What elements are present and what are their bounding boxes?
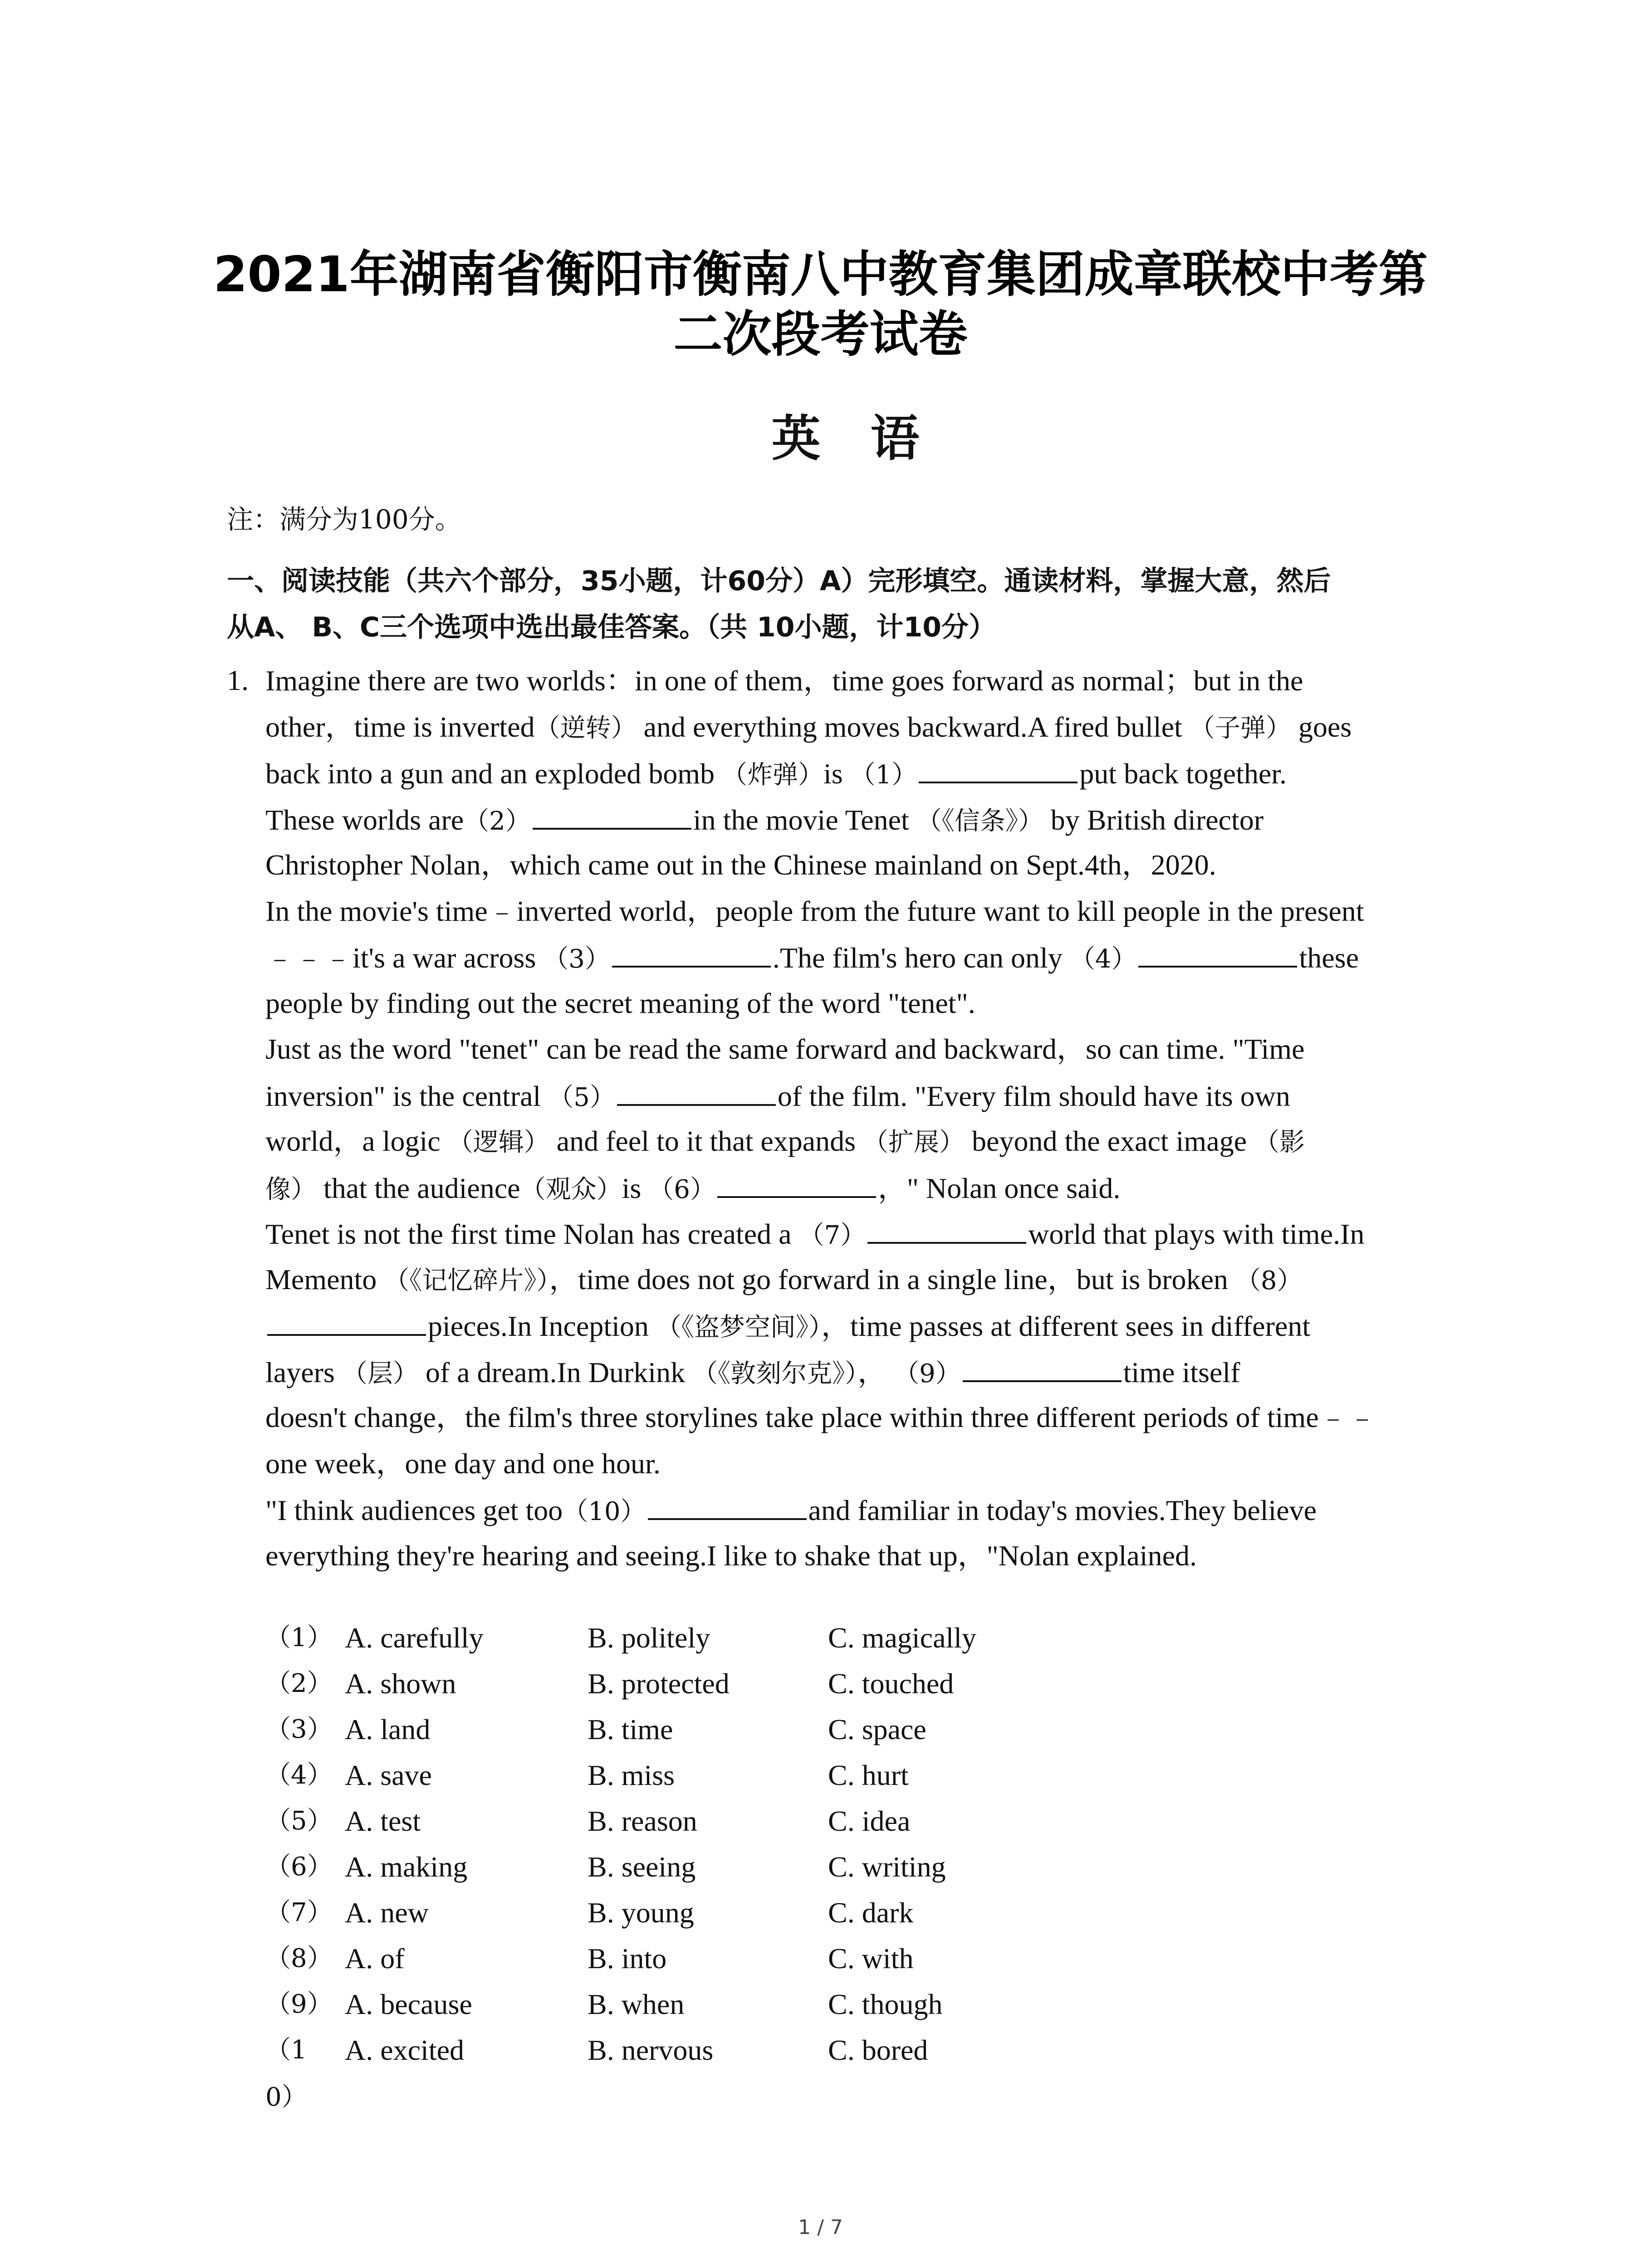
passage-text: world that plays with time.In — [1028, 1218, 1365, 1250]
chinese-gloss: （层） — [342, 1359, 418, 1388]
passage-line — [265, 888, 1454, 934]
blank-number: （2） — [464, 806, 531, 836]
chinese-gloss: （《信条》） — [916, 806, 1043, 836]
passage-line — [265, 842, 1454, 888]
option-a: A. new — [345, 1897, 429, 1929]
chinese-gloss: （《盗梦空间》） — [656, 1313, 821, 1342]
passage-text: Just as the word "tenet" can be read the same forward and backward，so can time. "Time — [265, 1033, 1305, 1065]
passage-line — [265, 1118, 1454, 1164]
passage-text: in the movie Tenet — [693, 803, 916, 836]
answer-blank-4 — [1138, 934, 1297, 968]
blank-number: （1） — [850, 760, 917, 790]
chinese-gloss: （炸弹） — [721, 760, 823, 790]
passage-text: goes — [1291, 710, 1352, 743]
passage-text: of a dream.In Durkink — [418, 1356, 693, 1388]
answer-blank-1 — [919, 750, 1078, 783]
passage-line — [265, 980, 1454, 1026]
chinese-gloss: （《敦刻尔克》） — [692, 1359, 858, 1388]
passage-text: is — [823, 758, 850, 790]
title-line-2: 二次段考试卷 — [673, 306, 968, 363]
option-b: B. seeing — [588, 1851, 696, 1883]
passage-line — [265, 658, 1454, 704]
title-line-1: 2021年湖南省衡阳市衡南八中教育集团成章联校中考第 — [213, 246, 1428, 303]
passage-text: In the movie's time﹣inverted world，people from the future want to kill people in the present — [265, 894, 1364, 927]
chinese-gloss: （扩展） — [863, 1128, 965, 1157]
option-c: C. touched — [828, 1667, 954, 1700]
option-a: A. excited — [345, 2034, 464, 2066]
answer-blank-5 — [617, 1072, 776, 1106]
option-number: （9） — [265, 1989, 333, 2019]
passage-text: and feel to it that expands — [549, 1125, 863, 1157]
passage-line — [265, 1026, 1454, 1072]
passage-text: one week，one day and one hour. — [265, 1447, 661, 1480]
chinese-gloss: （观众） — [520, 1174, 622, 1204]
blank-number: （10） — [563, 1497, 646, 1526]
passage-text: world，a logic — [265, 1125, 448, 1157]
option-c: C. hurt — [828, 1759, 909, 1791]
option-c: C. magically — [828, 1622, 977, 1654]
option-number: （1） — [265, 1623, 333, 1652]
option-number: （2） — [265, 1669, 333, 1698]
section-heading-line-1: 一、阅读技能（共六个部分，35小题，计60分）A）完形填空。通读材料，掌握大意，然后 — [227, 565, 1331, 597]
answer-blank-2 — [533, 796, 691, 830]
option-c: C. bored — [828, 2034, 928, 2066]
option-a: A. carefully — [345, 1622, 484, 1654]
option-b: B. protected — [588, 1667, 730, 1700]
option-number: （6） — [265, 1852, 333, 1882]
passage-text: that the audience — [316, 1172, 520, 1204]
chinese-gloss: （逻辑） — [447, 1128, 549, 1157]
option-c: C. though — [828, 1988, 943, 2020]
blank-number: （5） — [548, 1082, 615, 1112]
blank-number: （3） — [543, 944, 610, 974]
option-b: B. reason — [588, 1805, 697, 1837]
passage-text: by British director — [1043, 803, 1264, 836]
chinese-gloss: （《记忆碎片》） — [384, 1266, 549, 1295]
blank-number: （8） — [1235, 1266, 1303, 1295]
passage-text: ，time passes at different sees in different — [821, 1310, 1311, 1342]
option-a: A. land — [345, 1713, 431, 1745]
option-c: C. writing — [828, 1851, 946, 1883]
option-number: （7） — [265, 1898, 333, 1927]
passage-line — [265, 934, 1454, 980]
option-c: C. idea — [828, 1805, 911, 1837]
option-a: A. because — [345, 1988, 472, 2020]
passage-text: everything they're hearing and seeing.I like to shake that up，"Nolan explained. — [265, 1539, 1197, 1572]
option-b: B. nervous — [588, 2034, 714, 2066]
passage-text: and everything moves backward.A fired bullet — [636, 710, 1190, 743]
option-b: B. when — [588, 1988, 685, 2020]
option-number-wrap: 0） — [265, 2082, 307, 2112]
option-number: （1 — [265, 2035, 307, 2065]
passage-line — [265, 1394, 1454, 1441]
blank-number: （9） — [894, 1359, 961, 1388]
passage-text: ﹣﹣﹣it's a war across — [265, 942, 544, 974]
passage-text: time itself — [1123, 1356, 1240, 1388]
subject-heading: 英语 — [771, 411, 970, 467]
page-number: 1 / 7 — [798, 2216, 843, 2239]
score-note: 注：满分为100分。 — [227, 504, 461, 535]
passage-text: put back together. — [1079, 758, 1287, 790]
passage-line — [265, 1533, 1454, 1579]
passage-text: Tenet is not the first time Nolan has created a — [265, 1218, 799, 1250]
passage-line — [265, 1164, 1454, 1211]
passage-line — [265, 1256, 1454, 1303]
passage-text: pieces.In Inception — [428, 1310, 656, 1342]
passage-text: ，time does not go forward in a single line，but is broken — [549, 1263, 1235, 1295]
blank-number: （7） — [798, 1221, 866, 1250]
passage-text: .The film's hero can only — [772, 942, 1070, 974]
option-c: C. dark — [828, 1897, 914, 1929]
option-number: （8） — [265, 1944, 333, 1973]
option-b: B. politely — [588, 1622, 710, 1654]
passage-text: Memento — [265, 1263, 384, 1295]
option-a: A. of — [345, 1942, 405, 1975]
chinese-gloss: （逆转） — [534, 713, 637, 743]
option-a: A. making — [345, 1851, 468, 1883]
passage-text: people by finding out the secret meaning of the word "tenet". — [265, 987, 975, 1019]
chinese-gloss: （子弹） — [1189, 713, 1291, 743]
option-c: C. with — [828, 1942, 914, 1975]
passage-line — [265, 1210, 1454, 1256]
passage-text: layers — [265, 1356, 342, 1388]
passage-text: These worlds are — [265, 803, 464, 836]
passage-text: ，" Nolan once said. — [877, 1172, 1121, 1204]
passage-text: back into a gun and an exploded bomb — [265, 758, 722, 790]
passage-text: is — [622, 1172, 649, 1204]
option-a: A. save — [345, 1759, 432, 1791]
answer-blank-9 — [963, 1349, 1122, 1382]
blank-number: （6） — [648, 1174, 715, 1204]
passage-line — [265, 796, 1454, 842]
option-number: （3） — [265, 1715, 333, 1744]
passage-line — [265, 1349, 1454, 1395]
passage-text: of the film. "Every film should have its own — [777, 1080, 1290, 1112]
option-number: （4） — [265, 1760, 333, 1790]
passage-text: "I think audiences get too — [265, 1494, 563, 1526]
passage-text: doesn't change，the film's three storylines take place within three different periods of time﹣﹣ — [265, 1401, 1377, 1433]
blank-number: （4） — [1069, 944, 1137, 974]
answer-blank-10 — [648, 1486, 807, 1520]
passage-text: inversion" is the central — [265, 1080, 549, 1112]
passage-line — [265, 1072, 1454, 1119]
passage-line — [265, 750, 1454, 796]
passage-text: ， — [857, 1356, 894, 1388]
passage-line — [265, 1302, 1454, 1349]
chinese-gloss: （影 — [1254, 1128, 1305, 1157]
passage-text: these — [1299, 942, 1359, 974]
option-b: B. miss — [588, 1759, 675, 1791]
section-heading-line-2: 从A、 B、C三个选项中选出最佳答案。（共 10小题，计10分） — [227, 611, 996, 643]
passage-text: Christopher Nolan，which came out in the Chinese mainland on Sept.4th，2020. — [265, 849, 1216, 881]
passage-text: beyond the exact image — [965, 1125, 1254, 1157]
passage-text: Imagine there are two worlds：in one of them，time goes forward as normal；but in the — [265, 665, 1303, 697]
option-b: B. time — [588, 1713, 673, 1745]
answer-blank-3 — [612, 934, 771, 968]
passage-text: and familiar in today's movies.They believe — [808, 1494, 1317, 1526]
answer-blank-6 — [717, 1164, 876, 1198]
answer-blank-8 — [267, 1302, 426, 1336]
passage-text: other，time is inverted — [265, 710, 535, 743]
passage-line — [265, 1486, 1454, 1533]
option-b: B. young — [588, 1897, 694, 1929]
passage-line — [265, 1441, 1454, 1487]
question-number: 1. — [227, 664, 249, 696]
cloze-passage — [265, 658, 1454, 1579]
option-c: C. space — [828, 1713, 926, 1745]
chinese-gloss: 像） — [265, 1174, 316, 1204]
option-b: B. into — [588, 1942, 667, 1975]
option-a: A. shown — [345, 1667, 456, 1700]
exam-title — [181, 245, 1460, 365]
passage-line — [265, 704, 1454, 750]
answer-blank-7 — [867, 1210, 1026, 1244]
section-heading — [227, 558, 1452, 650]
option-number: （5） — [265, 1806, 333, 1836]
option-a: A. test — [345, 1805, 421, 1837]
